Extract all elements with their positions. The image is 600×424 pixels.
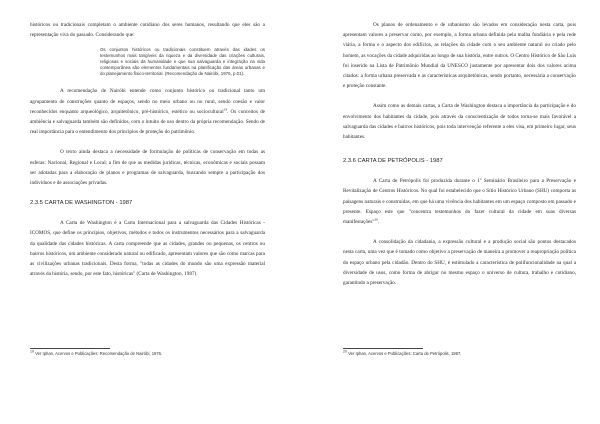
right-page — [300, 0, 600, 424]
paragraph: Assim como as demais cartas, a Carta de Washington destaca a importância da participação e do envolvimento dos habitantes da cidade, pois através da conscientização de todos torna-se mais favorável a salvaguarda das cidades e bairros históricos, pois toda intervenção referente a eles visa, em primeiro lugar, seus habitantes. — [343, 103, 576, 141]
paragraph: A Carta de Washington é a Carta Internacional para a salvaguarda das Cidades Históricas - ICOMOS, que define os princípios, objetivos, métodos e todos os instrumentos necessários para a salvaguarda da qualidade das cidades históricas. A carta compreende que as cidades, grandes ou pequenas, os centros ou bairros históricos, um ambiente considerado natural ou edificado, apresentam valores que são como marcas para as civilizações urbanas tradicionais. Desta forma, "todas as cidades do mundo são uma expressão material através da história, sendo, por este fato, históricas" (Carta de Washington, 1987). — [30, 220, 265, 278]
paragraph-text: . — [378, 219, 380, 226]
footnote — [30, 351, 265, 357]
footnote-marker: 20 — [374, 217, 378, 222]
paragraph-text: A Carta de Petrópolis foi produzida durante o 1º Seminário Brasileiro para a Preservação e Revitalização de Centros Históricos. No qual foi estabelecido que o Sítio Histórico Urbano (SHU) comporta as paisagens naturais e construídas, em que há uma vivência dos habitantes em um espaço composto em passado e presente. Espaço este que "concentra testemunhos do fazer cultural da cidade em suas diversas manifestações" — [343, 178, 576, 226]
paragraph-text: A recomendação de Nairóbi entende como conjunto histórico ou tradicional tanto um agrupamento de construções quanto de espaços, sendo no meio urbano ou no rural, sendo coesão e valor reconhecidos enquanto arqueológico, arquitetônico, pré-histórico, estético ou sociocultural — [30, 88, 265, 115]
footnote-text: Ver Iphan, Acervos e Publicações: Recomendação de Nairóbi, 1976. — [35, 351, 163, 356]
paragraph: Os planos de ordenamento e de urbanismo são levados em consideração nesta carta, pois apresentam valores a preservar como, por exemplo, a forma urbana definida pela malha fundiária e pela rede viária, a forma e o aspecto dos edifícios, as relações da cidade com o seu ambiente natural ou criado pelo homem, as vocações da cidade adquiridas ao longo de sua história, entre outros. O Centro Histórico de São Luís foi inserido na Lista de Patrimônio Mundial da UNESCO justamente por apresentar dois dos valores acima citados: a forma urbana preservada e as características arquitetônicas, sendo portanto, necessária a conservação e proteção constante. — [343, 22, 576, 90]
block-quote: Os conjuntos históricos ou tradicionais constituem através das idades os testemunhos mais tangíveis da riqueza e da diversidade das criações culturais, religiosas e sociais da humanidade e que sua salvaguarda e integração na vida contemporânea são elementos fundamentais na planificação das áreas urbanas e do planejamento físico-territorial. (Recomendação de Nairóbi, 1976, p.01). — [100, 47, 265, 76]
paragraph — [343, 176, 576, 227]
paragraph — [30, 86, 265, 137]
footnote-number: 20 — [343, 349, 347, 354]
left-text-column — [30, 20, 265, 279]
footnote-divider — [343, 348, 423, 349]
section-heading: 2.3.6 CARTA DE PETRÓPOLIS - 1987 — [343, 158, 443, 165]
section-heading: 2.3.5 CARTA DE WASHINGTON - 1987 — [30, 200, 133, 207]
paragraph: A consolidação da cidadania, a expressão cultural e a produção social são pontos destacados nesta carta, uma vez que é tomado como objetivo a preservação de maneira a promover a reapropriação política do espaço urbano pela cidadão. Dentro do SHU, é estimulado a característica de polifuncionalidade na qual a diversidade de usos, como forma de abrigar no mesmo espaço o universo de cultura, trabalho e cotidiano, garantindo a preservação. — [343, 239, 576, 287]
paragraph-text: . Os conceitos de ambiência e salvaguarda também são definidos, com o intuito de uso dentro da própria recomendação. Sendo de real importância para o entendimento dos princípios de proteção do patrimônio. — [30, 108, 265, 136]
right-text-column — [343, 20, 576, 288]
footnote-text: Ver Iphan, Acervos e Publicações: Carta de Petrópolis, 1987. — [348, 351, 462, 356]
footnote-divider — [30, 348, 110, 349]
footnote — [343, 351, 576, 357]
footnote-marker: 19 — [223, 107, 228, 112]
paragraph: históricos ou tradicionais completam o ambiente cotidiano dos seres humanos, resultando que eles são a representação viva do passado. Considerando que: — [30, 22, 265, 39]
footnote-number: 19 — [30, 349, 34, 354]
paragraph: O texto ainda destaca a necessidade de formulação de políticas de conservação em todas as esferas: Nacional, Regional e Local; a fim de que as medidas jurídicas, técnicas, econômicas e sociais possam ser adotadas para a elaboração de planos e programas de salvaguarda, buscando sempre a participação dos indivíduos e de associações privadas. — [30, 149, 265, 187]
